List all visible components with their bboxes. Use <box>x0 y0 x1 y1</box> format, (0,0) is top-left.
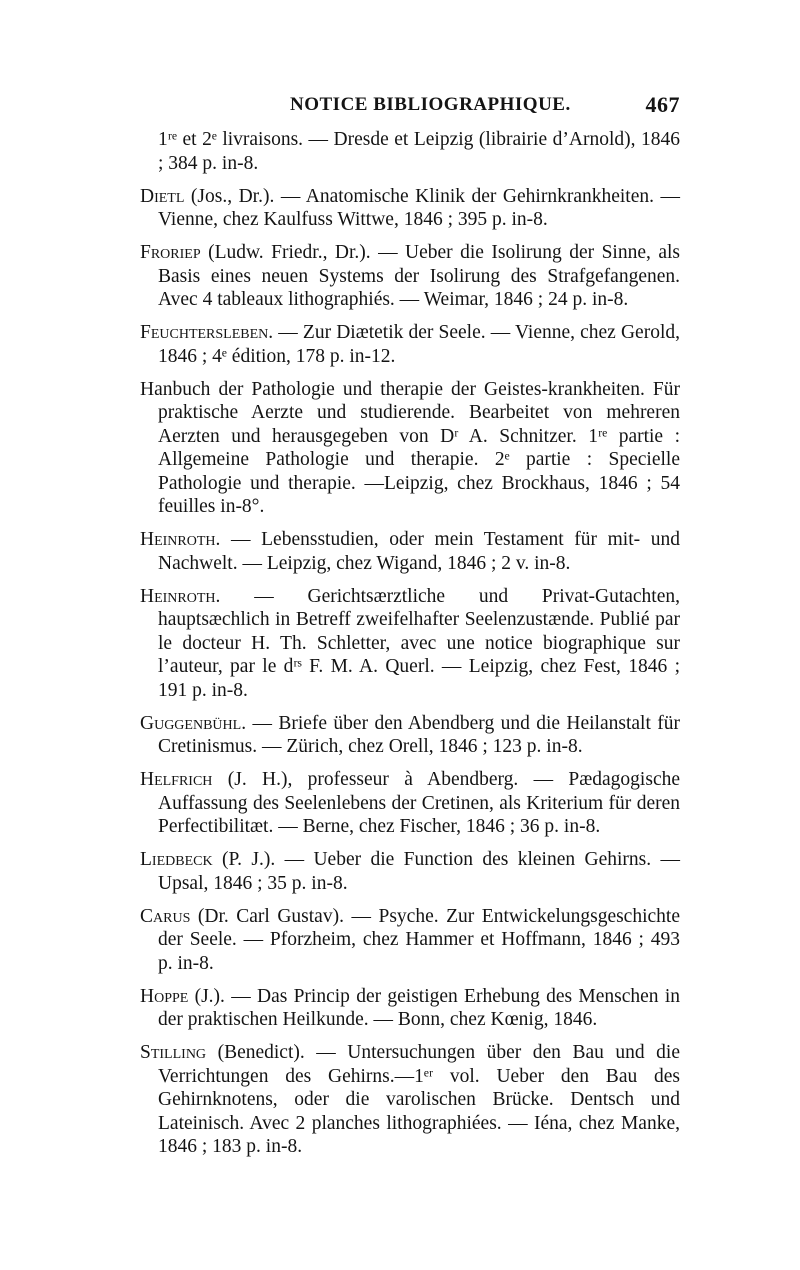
entry-text: 1ʳᵉ et 2ᵉ livraisons. — Dresde et Leipzig (librairie d’Arnold), 1846 ; 384 p. in-8. <box>158 129 680 174</box>
entry-text: . — Lebensstudien, oder mein Testament für mit- und Nachwelt. — Leipzig, chez Wigand, 1846 ; 2 v. in-8. <box>158 529 680 574</box>
entry-author: Froriep <box>140 242 201 263</box>
entry-author: Heinroth <box>140 529 216 550</box>
entry-author: Heinroth <box>140 585 216 607</box>
bibliography-entry <box>140 905 680 976</box>
bibliography-entry <box>140 585 680 703</box>
entry-author: Stilling <box>140 1042 207 1063</box>
entry-text: (Benedict). — Untersuchungen über den Bau und die Verrichtungen des Gehirns.—1ᵉʳ vol. Ueber den Bau des Gehirnknotens, oder die varolischen Brücke. Dentsch und Lateinisch. Avec 2 planches lithographiées. — Iéna, chez Manke, 1846 ; 183 p. in-8. <box>158 1042 680 1157</box>
bibliography-entry <box>140 378 680 519</box>
entry-text: (Ludw. Friedr., Dr.). — Ueber die Isolirung der Sinne, als Basis eines neuen Systems der Isolirung des Strafgefangenen. Avec 4 tableaux lithographiés. — Weimar, 1846 ; 24 p. in-8. <box>158 242 680 310</box>
entry-text: . — Briefe über den Abendberg und die Heilanstalt für Cretinismus. — Zürich, chez Orell, 1846 ; 123 p. in-8. <box>158 712 680 757</box>
bibliography-entry <box>140 1041 680 1159</box>
entry-text: . — Zur Diætetik der Seele. — Vienne, chez Gerold, 1846 ; 4ᵉ édition, 178 p. in-12. <box>158 322 680 367</box>
bibliography-entry <box>140 712 680 759</box>
bibliography-entry <box>140 528 680 575</box>
entry-author: Feuchtersleben <box>140 322 269 343</box>
page-number: 467 <box>645 92 680 117</box>
bibliography-entry <box>140 768 680 839</box>
entry-author: Hoppe <box>140 985 189 1007</box>
entry-author: Carus <box>140 905 191 927</box>
entry-author: Liedbeck <box>140 849 213 870</box>
bibliography-entry <box>140 985 680 1032</box>
bibliography-entry <box>140 848 680 895</box>
running-title: NOTICE BIBLIOGRAPHIQUE. <box>290 94 571 115</box>
bibliography-entry <box>140 241 680 312</box>
entry-author: Dietl <box>140 185 185 207</box>
entry-text: (P. J.). — Ueber die Function des kleinen Gehirns. — Upsal, 1846 ; 35 p. in-8. <box>158 849 680 894</box>
entry-text: (J.). — Das Princip der geistigen Erhebung des Menschen in der praktischen Heilkunde. — Bonn, chez Kœnig, 1846. <box>158 985 680 1030</box>
entry-text: Hanbuch der Pathologie und therapie der Geistes-krankheiten. Für praktische Aerzte und studierende. Bearbeitet von mehreren Aerzten und herausgegeben von Dʳ A. Schnitzer. 1ʳᵉ partie : Allgemeine Pathologie und therapie. 2ᵉ partie : Specielle Pathologie und therapie. —Leipzig, chez Brockhaus, 1846 ; 54 feuilles in-8°. <box>140 378 680 517</box>
bibliography-entry <box>140 185 680 232</box>
bibliography-entry <box>140 321 680 368</box>
entry-text: (Dr. Carl Gustav). — Psyche. Zur Entwickelungsgeschichte der Seele. — Pforzheim, chez Hammer et Hoffmann, 1846 ; 493 p. in-8. <box>158 905 680 974</box>
bibliography-list <box>140 128 680 1168</box>
entry-author: Helfrich <box>140 769 213 790</box>
entry-text: (J. H.), professeur à Abendberg. — Pædagogische Auffassung des Seelenlebens der Cretinen, als Kriterium für deren Perfectibilitæt. — Berne, chez Fischer, 1846 ; 36 p. in-8. <box>158 769 680 837</box>
entry-author: Guggenbühl <box>140 712 242 734</box>
entry-text: (Jos., Dr.). — Anatomische Klinik der Gehirnkrankheiten. — Vienne, chez Kaulfuss Wittwe, 1846 ; 395 p. in-8. <box>158 185 680 230</box>
bibliography-entry <box>140 128 680 175</box>
entry-text: . — Gerichtsærztliche und Privat-Gutachten, hauptsæchlich in Betreff zweifelhafter Seelenzustænde. Publié par le docteur H. Th. Schletter, avec une notice biographique sur l’auteur, par le dʳˢ F. M. A. Querl. — Leipzig, chez Fest, 1846 ; 191 p. in-8. <box>158 585 680 701</box>
running-header <box>140 90 680 120</box>
